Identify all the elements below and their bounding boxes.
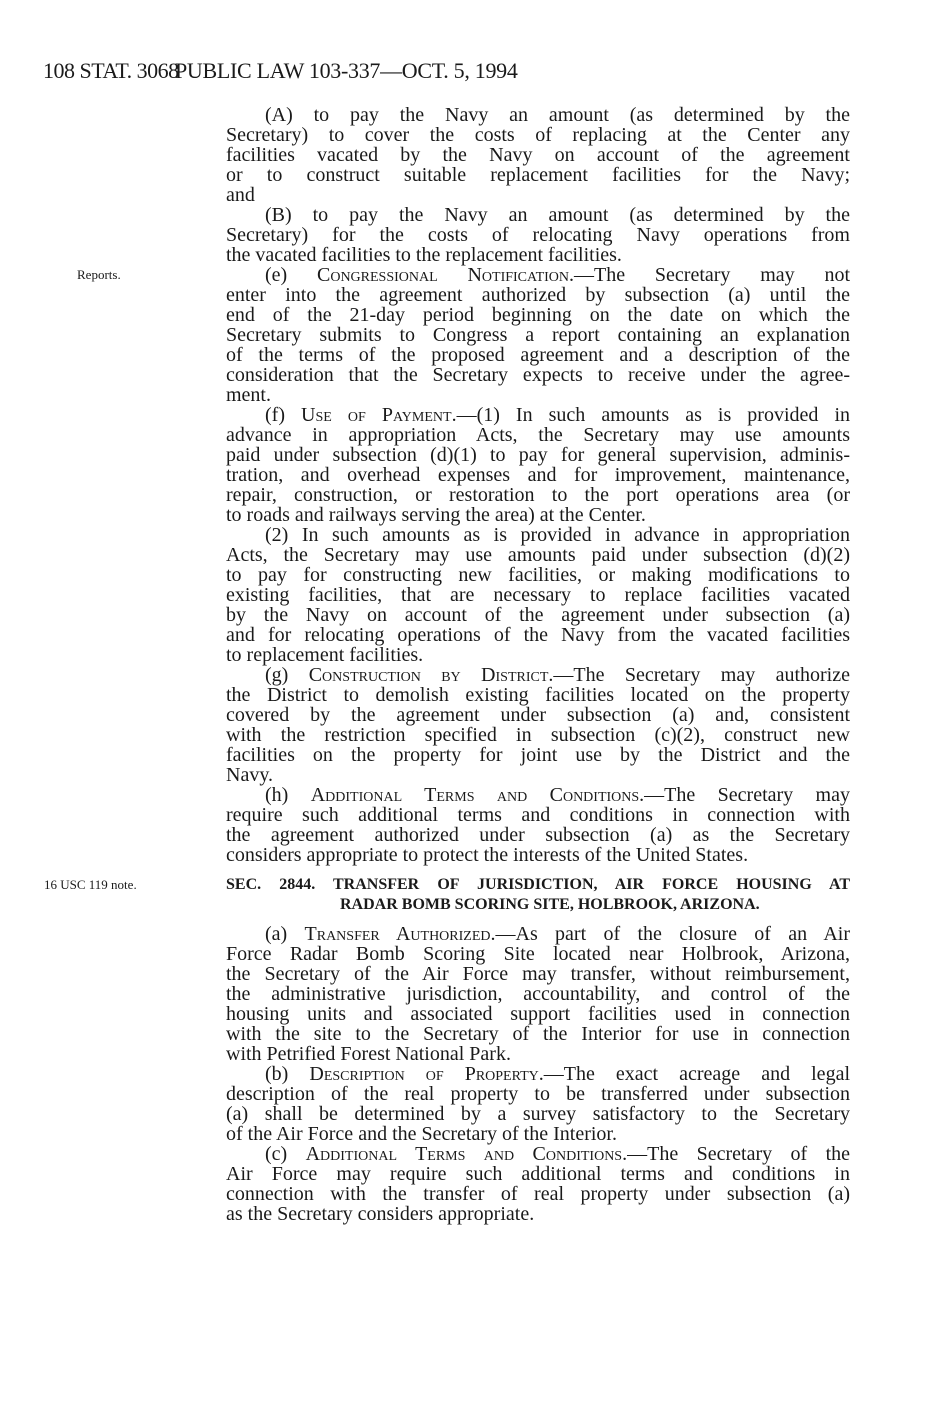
text-line: tration, and overhead expenses and for improvement, maintenance, bbox=[226, 464, 850, 486]
paragraph bbox=[226, 525, 850, 665]
text-line: enter into the agreement authorized by subsection (a) until the bbox=[226, 284, 850, 306]
text-line: the vacated facilities to the replacement facilities. bbox=[226, 244, 622, 266]
text-line: (B) to pay the Navy an amount (as determined by the bbox=[265, 204, 850, 226]
text-line: Secretary) to cover the costs of replacing at the Center any bbox=[226, 124, 850, 146]
text-line: (A) to pay the Navy an amount (as determined by the bbox=[265, 104, 850, 126]
paragraph-label: (g) bbox=[265, 664, 309, 686]
text-line: Force Radar Bomb Scoring Site located near Holbrook, Arizona, bbox=[226, 943, 850, 965]
text-line: and for relocating operations of the Navy from the vacated facilities bbox=[226, 624, 850, 646]
paragraph-heading: Congressional Notification bbox=[317, 264, 570, 286]
text-line bbox=[226, 1145, 850, 1165]
section-heading bbox=[226, 875, 850, 915]
paragraph-label: (b) bbox=[265, 1063, 310, 1085]
text-line bbox=[226, 925, 850, 945]
text-line: description of the real property to be transferred under subsection bbox=[226, 1083, 850, 1105]
text-line: with Petrified Forest National Park. bbox=[226, 1043, 511, 1065]
paragraph-heading: Construction by District bbox=[308, 664, 549, 686]
text-line: Navy. bbox=[226, 764, 274, 786]
text-line: or to construct suitable replacement facilities for the Navy; bbox=[226, 164, 850, 186]
text-line: (2) In such amounts as is provided in advance in appropriation bbox=[265, 524, 850, 546]
paragraph-label: (f) bbox=[265, 404, 302, 426]
text-line: ment. bbox=[226, 384, 271, 406]
paragraph bbox=[226, 925, 850, 1065]
text-line: and bbox=[226, 184, 255, 206]
paragraph-lead: .—As part of the closure of an Air bbox=[490, 923, 850, 945]
text-line bbox=[226, 785, 850, 805]
text-line: Secretary) for the costs of relocating Navy operations from bbox=[226, 224, 850, 246]
text-line: by the Navy on account of the agreement under subsection (a) bbox=[226, 604, 850, 626]
margin-note-usc: 16 USC 119 note. bbox=[44, 877, 137, 892]
text-line: to roads and railways serving the area) at the Center. bbox=[226, 504, 646, 526]
running-head: PUBLIC LAW 103-337—OCT. 5, 1994 bbox=[175, 58, 518, 83]
paragraph bbox=[226, 1065, 850, 1145]
text-line: with the site to the Secretary of the Interior for use in connection bbox=[226, 1023, 850, 1045]
paragraph bbox=[226, 665, 850, 785]
paragraph-heading: Additional Terms and Conditions bbox=[310, 784, 640, 806]
paragraph-heading: Transfer Authorized bbox=[304, 923, 491, 945]
text-line: advance in appropriation Acts, the Secretary may use amounts bbox=[226, 424, 850, 446]
paragraph-lead: .—The exact acreage and legal bbox=[538, 1063, 850, 1085]
text-line: connection with the transfer of real property under subsection (a) bbox=[226, 1183, 850, 1205]
text-line: existing facilities, that are necessary to replace facilities vacated bbox=[226, 584, 850, 606]
text-line: considers appropriate to protect the interests of the United States. bbox=[226, 844, 749, 866]
text-line: facilities vacated by the Navy on account of the agreement bbox=[226, 144, 850, 166]
section-heading-line1: SEC. 2844. TRANSFER OF JURISDICTION, AIR FORCE HOUSING AT bbox=[226, 876, 850, 893]
paragraph-lead: .—The Secretary may authorize bbox=[548, 664, 850, 686]
paragraph-label: (a) bbox=[265, 923, 305, 945]
text-line: the agreement authorized under subsection (a) as the Secretary bbox=[226, 824, 850, 846]
text-line: require such additional terms and conditions in connection with bbox=[226, 804, 850, 826]
text-line: housing units and associated support facilities used in connection bbox=[226, 1003, 850, 1025]
page-number: 108 STAT. 3068 bbox=[43, 58, 179, 83]
text-line: Acts, the Secretary may use amounts paid under subsection (d)(2) bbox=[226, 544, 850, 566]
paragraph-heading: Description of Property bbox=[309, 1063, 539, 1085]
text-line: the Secretary of the Air Force may transfer, without reimbursement, bbox=[226, 963, 850, 985]
text-line: the administrative jurisdiction, accountability, and control of the bbox=[226, 983, 850, 1005]
text-line: facilities on the property for joint use by the District and the bbox=[226, 744, 850, 766]
paragraph bbox=[226, 265, 850, 405]
paragraph-label: (c) bbox=[265, 1143, 306, 1165]
paragraph bbox=[226, 105, 850, 205]
text-line: as the Secretary considers appropriate. bbox=[226, 1203, 535, 1225]
text-line: Air Force may require such additional terms and conditions in bbox=[226, 1163, 850, 1185]
text-line: repair, construction, or restoration to the port operations area (or bbox=[226, 484, 850, 506]
paragraph-heading: Use of Payment bbox=[301, 404, 452, 426]
text-line: paid under subsection (d)(1) to pay for general supervision, adminis- bbox=[226, 444, 850, 466]
text-line: of the Air Force and the Secretary of the Interior. bbox=[226, 1123, 617, 1145]
body-text-part2 bbox=[226, 925, 850, 1225]
paragraph-label: (h) bbox=[265, 784, 311, 806]
text-line: to pay for constructing new facilities, or making modifications to bbox=[226, 564, 850, 586]
text-line: to replacement facilities. bbox=[226, 644, 424, 666]
text-line: of the terms of the proposed agreement and a description of the bbox=[226, 344, 850, 366]
paragraph bbox=[226, 205, 850, 265]
paragraph bbox=[226, 1145, 850, 1225]
text-line bbox=[226, 265, 850, 285]
body-text-part1 bbox=[226, 105, 850, 865]
margin-note-reports: Reports. bbox=[77, 267, 121, 282]
text-line: (a) shall be determined by a survey satisfactory to the Secretary bbox=[226, 1103, 850, 1125]
text-line: Secretary submits to Congress a report containing an explanation bbox=[226, 324, 850, 346]
text-line bbox=[226, 665, 850, 685]
paragraph-label: (e) bbox=[265, 264, 317, 286]
section-heading-line2: RADAR BOMB SCORING SITE, HOLBROOK, ARIZONA. bbox=[340, 896, 760, 913]
paragraph-lead: .—The Secretary of the bbox=[622, 1143, 851, 1165]
text-line: the District to demolish existing facilities located on the property bbox=[226, 684, 850, 706]
text-line: with the restriction specified in subsection (c)(2), construct new bbox=[226, 724, 850, 746]
paragraph bbox=[226, 785, 850, 865]
paragraph bbox=[226, 405, 850, 525]
text-line bbox=[226, 405, 850, 425]
text-line: consideration that the Secretary expects to receive under the agree- bbox=[226, 364, 850, 386]
paragraph-lead: .—The Secretary may not bbox=[569, 264, 851, 286]
paragraph-heading: Additional Terms and Conditions bbox=[305, 1143, 623, 1165]
text-line: end of the 21-day period beginning on the date on which the bbox=[226, 304, 850, 326]
text-line: covered by the agreement under subsection (a) and, consistent bbox=[226, 704, 850, 726]
text-line bbox=[226, 1065, 850, 1085]
paragraph-lead: .—(1) In such amounts as is provided in bbox=[451, 404, 850, 426]
paragraph-lead: .—The Secretary may bbox=[639, 784, 850, 806]
